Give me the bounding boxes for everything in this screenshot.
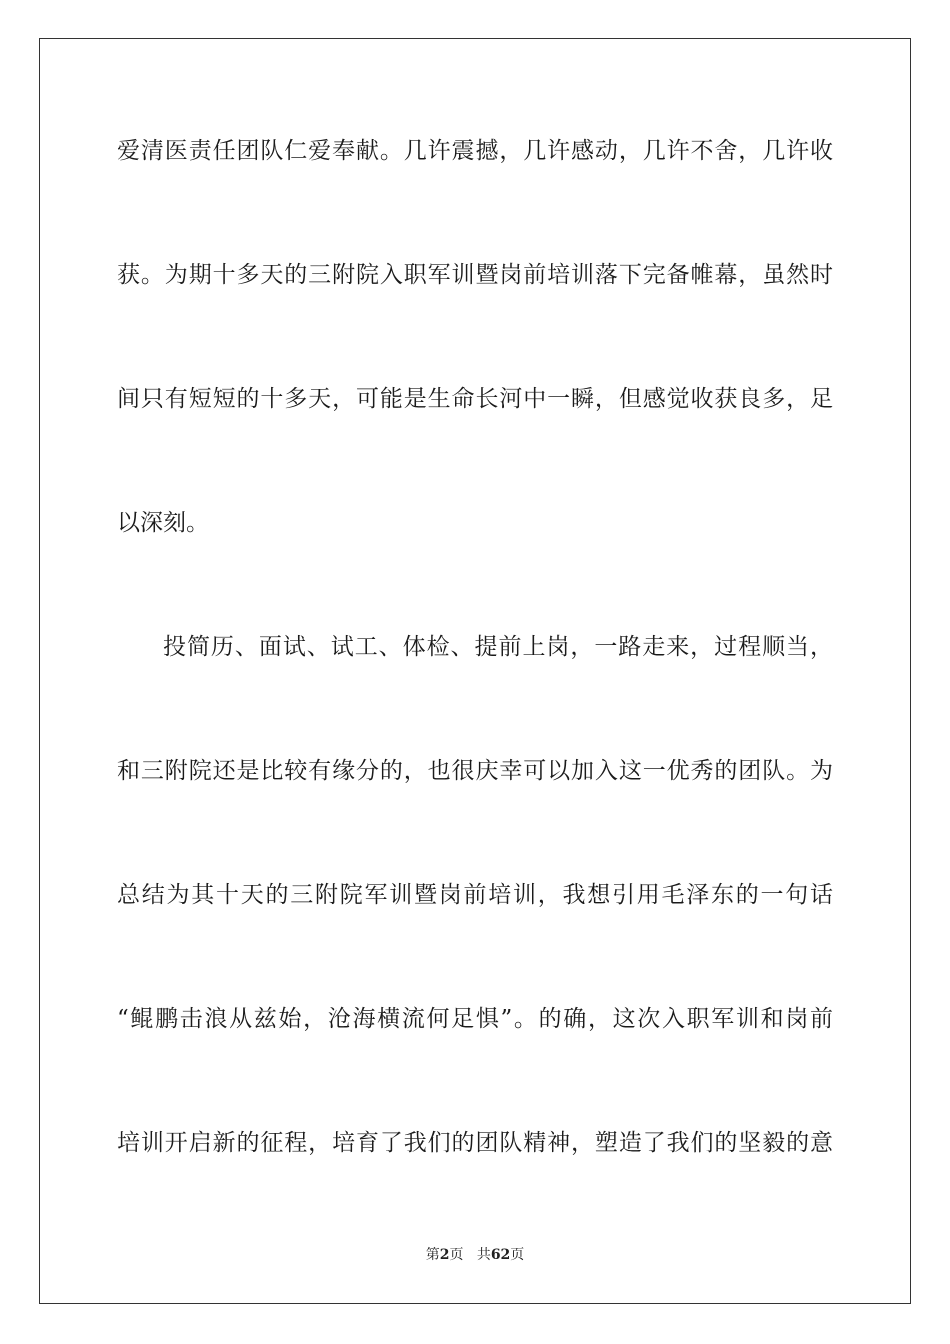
body-line: 获。为期十多天的三附院入职军训暨岗前培训落下完备帷幕，虽然时 <box>117 262 833 288</box>
page-number: 2 <box>439 1247 450 1263</box>
page-footer <box>0 1245 950 1265</box>
body-line: 以深刻。 <box>117 510 209 536</box>
total-suffix: 页 <box>510 1247 525 1263</box>
body-line: 间只有短短的十多天，可能是生命长河中一瞬，但感觉收获良多，足 <box>117 386 833 412</box>
page-suffix: 页 <box>449 1247 464 1263</box>
body-line: 培训开启新的征程，培育了我们的团队精神，塑造了我们的坚毅的意 <box>117 1130 833 1156</box>
body-line: “鲲鹏击浪从兹始，沧海横流何足惧”。的确，这次入职军训和岗前 <box>117 1006 833 1032</box>
body-line: 和三附院还是比较有缘分的，也很庆幸可以加入这一优秀的团队。为 <box>117 758 833 784</box>
body-line: 爱清医责任团队仁爱奉献。几许震撼，几许感动，几许不舍，几许收 <box>117 138 833 164</box>
body-line-indented: 投简历、面试、试工、体检、提前上岗，一路走来，过程顺当， <box>163 634 833 660</box>
page-prefix: 第 <box>425 1247 440 1263</box>
total-pages: 62 <box>490 1247 511 1263</box>
body-line: 总结为其十天的三附院军训暨岗前培训，我想引用毛泽东的一句话 <box>117 882 833 908</box>
total-prefix: 共 <box>476 1247 491 1263</box>
page-frame <box>39 38 911 1304</box>
